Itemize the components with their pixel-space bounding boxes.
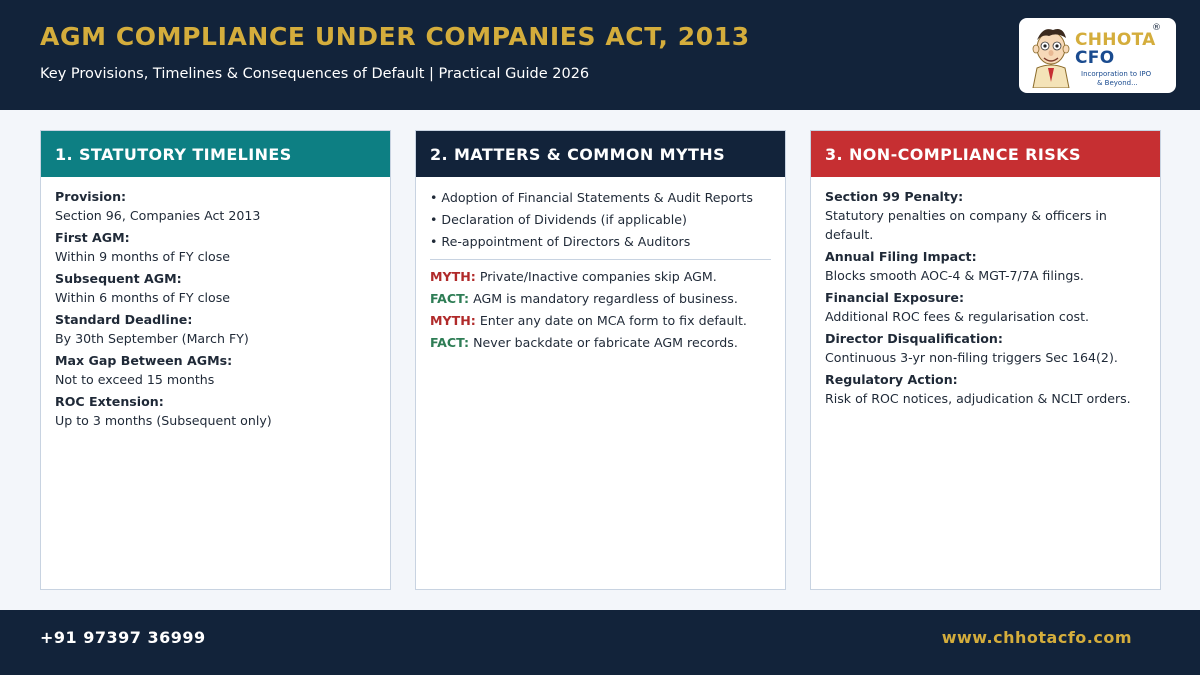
myth-row (430, 266, 771, 288)
logo-tagline-2: & Beyond... (1097, 79, 1138, 87)
logo-name-top: CHHOTA (1075, 30, 1156, 50)
item-value: Up to 3 months (Subsequent only) (55, 413, 272, 428)
item-label: Section 99 Penalty: (825, 189, 964, 204)
timeline-item (55, 269, 376, 307)
fact-tag: FACT: (430, 335, 470, 350)
item-value: Additional ROC fees & regularisation cost. (825, 309, 1090, 324)
item-label: ROC Extension: (55, 394, 164, 409)
item-value: Risk of ROC notices, adjudication & NCLT orders. (825, 391, 1131, 406)
myth-tag: MYTH: (430, 269, 476, 284)
card-matters-myths (415, 130, 786, 590)
page-title: AGM COMPLIANCE UNDER COMPANIES ACT, 2013 (40, 22, 750, 51)
card-title: 1. STATUTORY TIMELINES (41, 131, 390, 177)
item-value: Not to exceed 15 months (55, 372, 215, 387)
item-value: Within 6 months of FY close (55, 290, 231, 305)
item-value: Section 96, Companies Act 2013 (55, 208, 261, 223)
myth-text: Private/Inactive companies skip AGM. (479, 269, 717, 284)
footer-bar (0, 610, 1200, 675)
registered-mark: ® (1152, 23, 1161, 33)
website-link[interactable]: www.chhotacfo.com (941, 628, 1132, 647)
timeline-item (55, 351, 376, 389)
card-title: 3. NON-COMPLIANCE RISKS (811, 131, 1160, 177)
timeline-item (55, 392, 376, 430)
timeline-item (55, 310, 376, 348)
myths-facts-list (430, 266, 771, 354)
fact-text: Never backdate or fabricate AGM records. (473, 335, 738, 350)
item-value: By 30th September (March FY) (55, 331, 249, 346)
fact-row (430, 332, 771, 354)
item-label: Standard Deadline: (55, 312, 193, 327)
mascot-icon (1029, 24, 1073, 88)
logo-name-bottom: CFO (1075, 48, 1115, 68)
item-label: Regulatory Action: (825, 372, 958, 387)
list-item: • Adoption of Financial Statements & Audit Reports (430, 190, 753, 205)
item-value: Blocks smooth AOC-4 & MGT-7/7A filings. (825, 268, 1084, 283)
card-title: 2. MATTERS & COMMON MYTHS (416, 131, 785, 177)
risk-item (825, 288, 1146, 326)
fact-text: AGM is mandatory regardless of business. (473, 291, 738, 306)
list-item: • Re-appointment of Directors & Auditors (430, 234, 691, 249)
brand-logo[interactable] (1019, 18, 1176, 93)
fact-row (430, 288, 771, 310)
item-label: Max Gap Between AGMs: (55, 353, 233, 368)
item-label: Provision: (55, 189, 127, 204)
page-subtitle: Key Provisions, Timelines & Consequences of Default | Practical Guide 2026 (40, 66, 590, 82)
risk-item (825, 247, 1146, 285)
item-label: First AGM: (55, 230, 130, 245)
agm-matters-list (430, 187, 771, 253)
header-bar (0, 0, 1200, 110)
card-non-compliance-risks (810, 130, 1161, 590)
item-label: Financial Exposure: (825, 290, 964, 305)
list-item: • Declaration of Dividends (if applicable) (430, 212, 687, 227)
item-label: Subsequent AGM: (55, 271, 182, 286)
item-value: Statutory penalties on company & officers in default. (825, 208, 1107, 242)
timeline-item (55, 187, 376, 225)
item-value: Continuous 3-yr non-filing triggers Sec 164(2). (825, 350, 1118, 365)
item-label: Annual Filing Impact: (825, 249, 977, 264)
risk-item (825, 370, 1146, 408)
risk-item (825, 187, 1146, 244)
risk-item (825, 329, 1146, 367)
timeline-item (55, 228, 376, 266)
phone-number[interactable]: +91 97397 36999 (40, 628, 206, 647)
myth-row (430, 310, 771, 332)
item-value: Within 9 months of FY close (55, 249, 231, 264)
myth-text: Enter any date on MCA form to fix default. (479, 313, 747, 328)
logo-tagline-1: Incorporation to IPO (1081, 70, 1152, 78)
fact-tag: FACT: (430, 291, 470, 306)
myth-tag: MYTH: (430, 313, 476, 328)
item-label: Director Disqualification: (825, 331, 1003, 346)
divider (430, 259, 771, 260)
card-statutory-timelines (40, 130, 391, 590)
